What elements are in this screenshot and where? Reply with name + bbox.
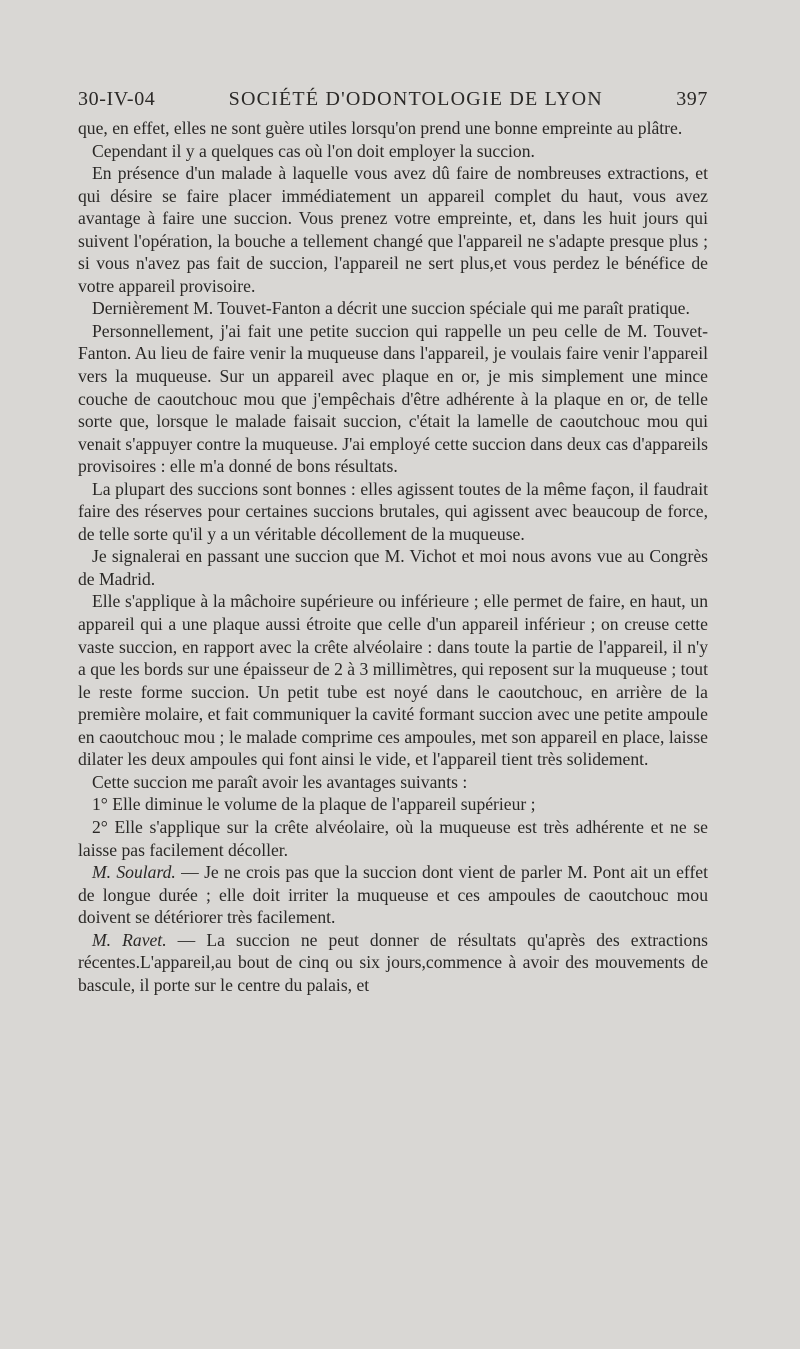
page-number: 397	[676, 88, 708, 110]
paragraph-11: 2° Elle s'applique sur la crête alvéolaire, où la muqueuse est très adhérente et ne se laisse pas facilement décoller.	[78, 816, 708, 860]
paragraph-10: 1° Elle diminue le volume de la plaque de l'appareil supérieur ;	[92, 794, 536, 815]
paragraph-12-text: — Je ne crois pas que la succion dont vient de parler M. Pont ait un effet de longue durée ; elle doit irriter la muqueuse et ces ampoules de caoutchouc mou doivent se détériorer très facilement.	[78, 862, 708, 928]
paragraph-1: que, en effet, elles ne sont guère utiles lorsqu'on prend une bonne empreinte au plâtre.	[78, 118, 683, 138]
paragraph-9: Cette succion me paraît avoir les avantages suivants :	[92, 771, 468, 792]
body-text	[78, 117, 708, 996]
speaker-soulard: M. Soulard.	[92, 862, 176, 883]
paragraph-5: Personnellement, j'ai fait une petite succion qui rappelle un peu celle de M. Touvet-Fanton. Au lieu de faire venir la muqueuse dans l'appareil, je voulais faire venir l'appareil vers la muqueuse. Sur un appareil avec plaque en or, je mis simplement une mince couche de caoutchouc mou que j'empêchais d'être adhérente à la plaque en or, de telle sorte que, lorsque le malade faisait succion, c'était la lamelle de caoutchouc mou qui venait s'appuyer contre la muqueuse. J'ai employé cette succion dans deux cas d'appareils provisoires : elle m'a donné de bons résultats.	[78, 320, 708, 477]
paragraph-4: Dernièrement M. Touvet-Fanton a décrit une succion spéciale qui me paraît pratique.	[92, 298, 690, 319]
paragraph-2: Cependant il y a quelques cas où l'on doit employer la succion.	[92, 140, 535, 161]
paragraph-3: En présence d'un malade à laquelle vous avez dû faire de nombreuses extractions, et qui désire se faire placer immédiatement un appareil complet du haut, vous avez avantage à faire une succion. Vous prenez votre empreinte, et, dans les huit jours qui suivent l'opération, la bouche a tellement changé que l'appareil ne s'adapte presque plus ; si vous n'avez pas fait de succion, l'appareil ne sert plus,et vous perdez le bénéfice de votre appareil provisoire.	[78, 163, 708, 296]
paragraph-13	[78, 929, 708, 997]
paragraph-12	[78, 861, 708, 929]
paragraph-7: Je signalerai en passant une succion que M. Vichot et moi nous avons vue au Congrès de Madrid.	[78, 546, 708, 589]
speaker-ravet: M. Ravet.	[92, 929, 167, 950]
header-date: 30-IV-04	[78, 88, 156, 110]
running-head	[78, 88, 708, 111]
paragraph-13-text: — La succion ne peut donner de résultats qu'après des extractions récentes.L'appareil,au bout de cinq ou six jours,commence à avoir des mouvements de bascule, il porte sur le centre du palais, et	[78, 929, 708, 995]
paragraph-6: La plupart des succions sont bonnes : elles agissent toutes de la même façon, il faudrait faire des réserves pour certaines succions brutales, qui agissent avec beaucoup de force, de telle sorte qu'il y a un véritable décollement de la muqueuse.	[78, 478, 708, 544]
paragraph-8: Elle s'applique à la mâchoire supérieure ou inférieure ; elle permet de faire, en haut, un appareil qui a une plaque aussi étroite que celle d'un appareil inférieur ; on creuse cette vaste succion, en rapport avec la crête alvéolaire : dans toute la partie de l'appareil, il n'y a que les bords sur une épaisseur de 2 à 3 millimètres, qui reposent sur la muqueuse ; tout le reste forme succion. Un petit tube est noyé dans le caoutchouc, en arrière de la première molaire, et fait communiquer la cavité formant succion avec une petite ampoule en caoutchouc mou ; le malade comprime ces ampoules, met son appareil en place, laisse dilater les deux ampoules qui font ainsi le vide, et l'appareil tient très solidement.	[78, 591, 708, 770]
header-title: SOCIÉTÉ D'ODONTOLOGIE DE LYON	[228, 88, 603, 110]
